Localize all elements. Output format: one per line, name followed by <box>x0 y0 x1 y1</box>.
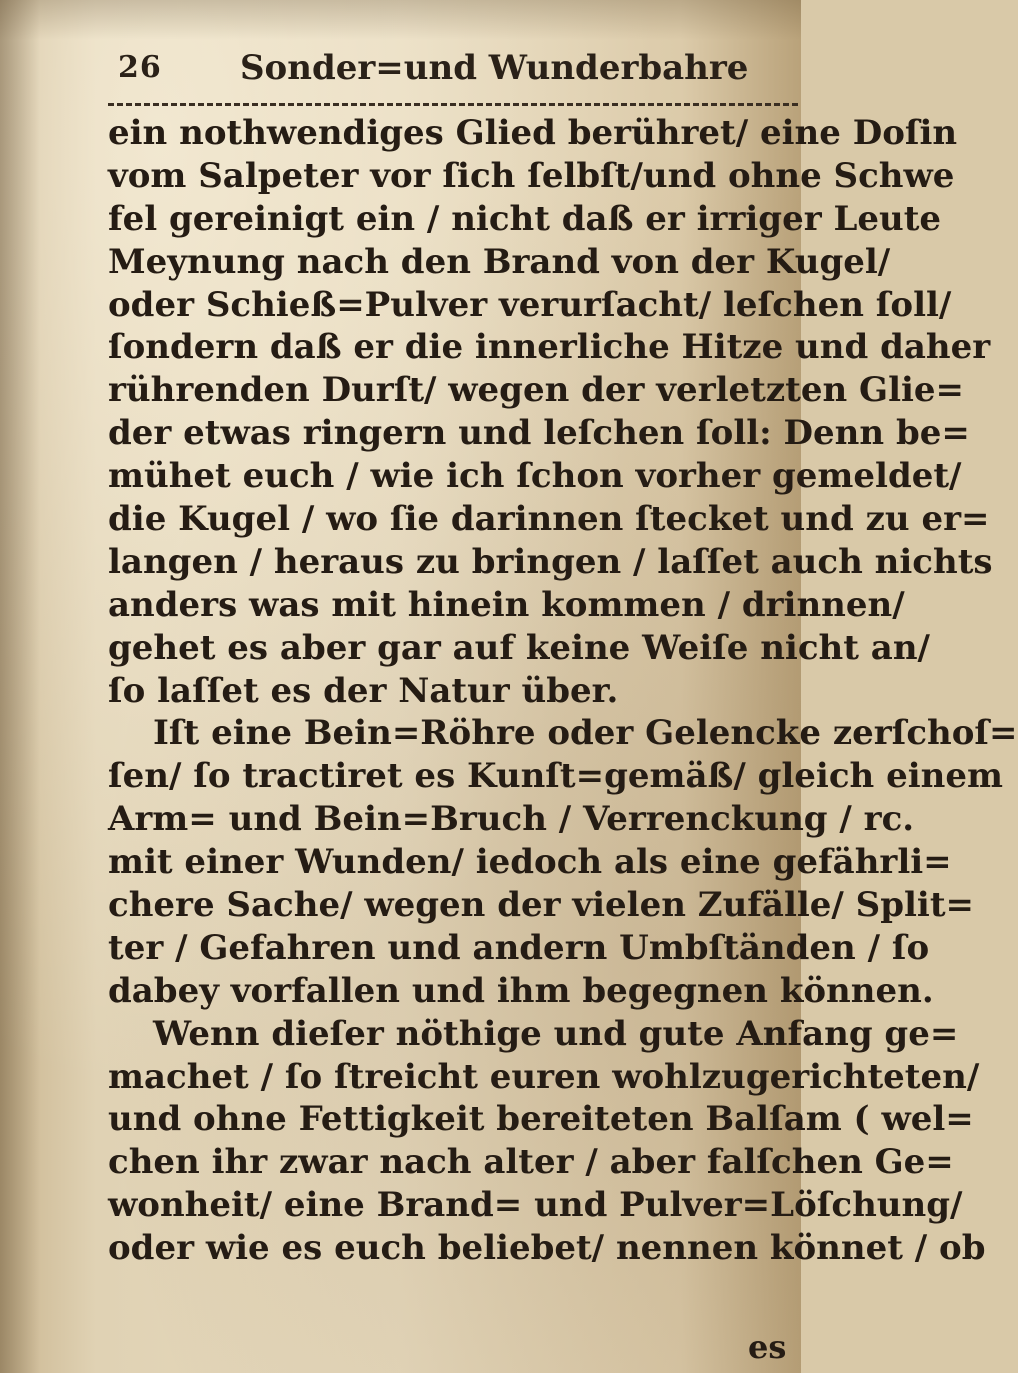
text-line: anders was mit hinein kommen / drinnen/ <box>108 584 905 625</box>
paragraph-start-line: Wenn dieſer nöthige und gute Anfang ge= <box>153 1013 959 1054</box>
gutter-shadow <box>0 0 40 1373</box>
text-line: wonheit/ eine Brand= und Pulver=Löſchung/ <box>108 1185 963 1226</box>
text-line: mühet euch / wie ich ſchon vorher gemeldet/ <box>108 456 962 497</box>
text-line: langen / heraus zu bringen / laſſet auch nichts <box>108 541 993 582</box>
text-line: oder Schieß=Pulver verurſacht/ leſchen ſoll/ <box>108 284 952 325</box>
text-line: fel gereinigt ein / nicht daß er irriger Leute <box>108 198 942 239</box>
text-line: Meynung nach den Brand von der Kugel/ <box>108 241 891 282</box>
top-margin-shadow <box>0 0 801 40</box>
text-line: chen ihr zwar nach alter / aber falſchen Ge= <box>108 1142 954 1183</box>
page-header <box>118 44 758 94</box>
text-line: machet / ſo ſtreicht euren wohlzugerichteten/ <box>108 1056 980 1097</box>
text-line: ein nothwendiges Glied berühret/ eine Doſin <box>108 113 958 153</box>
page-number: 26 <box>118 50 162 85</box>
text-line: Arm= und Bein=Bruch / Verrenckung / rc. <box>108 799 915 840</box>
text-line: rührenden Durſt/ wegen der verletzten Glie= <box>108 370 965 411</box>
catchword: es <box>748 1328 787 1366</box>
text-line: gehet es aber gar auf keine Weiſe nicht an/ <box>108 627 930 668</box>
text-line: vom Salpeter vor ſich ſelbſt/und ohne Schwe <box>108 155 955 196</box>
text-line: die Kugel / wo ſie darinnen ſtecket und zu er= <box>108 499 990 540</box>
text-line: ſo laſſet es der Natur über. <box>108 670 619 711</box>
text-line: und ohne Fettigkeit bereiteten Balſam ( wel= <box>108 1099 974 1140</box>
paragraph-start-line: Iſt eine Bein=Röhre oder Gelencke zerſchoſ= <box>153 713 1018 754</box>
text-line: oder wie es euch beliebet/ nennen könnet / ob <box>108 1228 986 1269</box>
running-head: Sonder=und Wunderbahre <box>240 48 749 88</box>
text-line: ter / Gefahren und andern Umbſtänden / ſo <box>108 927 930 968</box>
text-line: mit einer Wunden/ iedoch als eine gefährli= <box>108 842 952 883</box>
text-line: ſondern daß er die innerliche Hitze und daher <box>108 327 991 368</box>
text-line: der etwas ringern und leſchen ſoll: Denn be= <box>108 413 970 454</box>
text-line: dabey vorfallen und ihm begegnen können. <box>108 970 934 1011</box>
text-line: chere Sache/ wegen der vielen Zufälle/ Split= <box>108 885 975 926</box>
body-text <box>108 112 1018 1270</box>
header-rule <box>108 103 798 106</box>
text-line: ſen/ ſo tractiret es Kunſt=gemäß/ gleich einem <box>108 756 1003 797</box>
